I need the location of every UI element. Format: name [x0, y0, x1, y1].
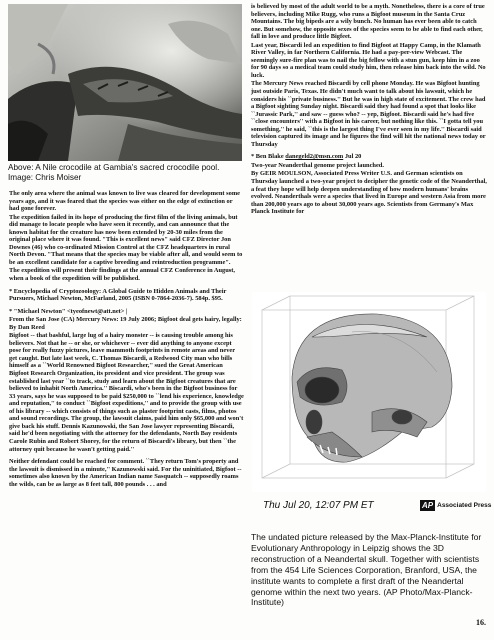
blake-name: * Ben Blake [251, 153, 286, 161]
crocodile-image-credit: Image: Chris Moiser [8, 173, 82, 182]
blake-email-link[interactable]: danegeld2@msn.com [285, 153, 344, 161]
neanderthal-article: By GEIR MOULSON, Associated Press Writer U.S. and German scientists on Thursday launched a two-year project to decipher the genetic code of the Neanderthal, a feat they hope will help deepen understanding of how modern humans' brains evolved. Neanderthals were a species that lived in Europe and western Asia from more than 200,000 years ago to about 30,000 years ago. Scientists from Germany's Max Planck Institute for [251, 170, 487, 216]
left-column-text [9, 190, 244, 488]
skull-caption: The undated picture released by the Max-Planck-Institute for Evolutionary Anthropology in Leipzig shows the 3D reconstruction of a Neandertal skull. Together with scientists from the 454 Life Sciences Corporation, Branford, USA, the institute wants to complete a first draft of the Neandertal genome within the next two years. (AP Photo/Max-Planck-Institute) [251, 532, 482, 608]
expedition-paragraph-1: The only area where the animal was known to live was cleared for development some years ago, and it was feared that the species was either on the edge of extinction or had gone forever. [9, 190, 240, 213]
crocodile-photo [8, 4, 242, 161]
right-column-text [251, 3, 487, 216]
skull-image [252, 292, 486, 492]
crocodile-caption-block [8, 163, 244, 183]
expedition-paragraph-3: The expedition will present their findings at the annual CFZ Conference in August, when a book of the expedition will be published. [9, 267, 236, 283]
expedition-paragraph-2: The expedition failed in its hope of producing the first film of the living animals, but did manage to locate people who have seen it recently, and can announce that the known habitat for the creature has now been extended by 20-30 miles from the original place where it was found. "This is excellent news" said CFZ Director Jon Downes (46) who co-ordinated Mission Control at the CFZ headquarters in rural North Devon. "That means that the species may be viable after all, and would seem to be an excellent candidate for a captive breeding and reintroduction programme". [9, 213, 243, 266]
neanderthal-headline: Two-year Neanderthal genome project launched. [251, 161, 384, 169]
bigfoot-article-paragraph-2: Neither defendant could be reached for comment. ``They return Tom's property and the lawsuit is dismissed in a minute,'' Kazunowski said. For the uninitiated, Bigfoot -- sometimes also known by the American Indian name Sasquatch -- supposedly roams the wilds, can be as large as 8 feet tall, 800 pounds . . . and [9, 458, 242, 488]
bigfoot-article-paragraph-5: The Mercury News reached Biscardi by cell phone Monday. He was Bigfoot hunting just outside Paris, Texas. He didn't much want to talk about his lawsuit, which he considers his ``private business.'' But he was in high state of excitement. The crew had a Bigfoot sighting Sunday night. Biscardi said they had found a spot that looks like ``Jurassic Park,'' and saw -- guess who? -- yep, Bigfoot. Biscardi said he's had five ``close encounters'' with a Bigfoot in his career, but nothing like this. ``I gotta tell you something,'' he said, ``this is the largest thing I've ever seen in my life.'' Biscardi said television captured its image and he figures the find will hit the national news today or Thursday [251, 80, 486, 148]
ap-logo-icon: AP [422, 501, 434, 510]
skull-reconstruction-image [252, 292, 486, 492]
skull-caption-block [251, 532, 487, 608]
encyclopedia-note: * Encyclopedia of Cryptozoology: A Global Guide to Hidden Animals and Their Pursuers, Michael Newton, McFarland, 2005 (ISBN 0-7864-2036-7). 584p. $95. [9, 287, 227, 303]
mercury-news-header: From the San Jose (CA) Mercury News: 19 July 2006; Bigfoot deal gets hairy, legally: By Dan Reed [9, 316, 242, 331]
bigfoot-article-paragraph-4: Last year, Biscardi led an expedition to find Bigfoot at Happy Camp, in the Klamath River Valley, in far Northern California. He had a pay-per-view Webcast. The seemingly sure-fire plan was to nail the big fellow with a stun gun, keep him in a zoo for 90 days so a medical team could study him, then release him back into the wild. No luck. [251, 41, 486, 79]
newton-email-line: * "Michael Newton" <tyeofnewt@att.net> | [9, 307, 128, 315]
crocodile-caption [8, 163, 244, 183]
associated-press-badge [420, 500, 491, 511]
ap-label: Associated Press [437, 502, 492, 509]
bigfoot-article-paragraph-3: is believed by most of the adult world to be a myth. Nonetheless, there is a core of true believers, including Mike Rugg, who runs a Bigfoot museum in the Santa Cruz Mountains. The big bipeds are a wily bunch. No human has ever been able to catch one. But somehow, the opposite sexes of the species seem to be able to find each other, fall in love and produce little Bigfeet. [251, 3, 485, 41]
skull-dateline: Thu Jul 20, 12:07 PM ET [263, 500, 374, 511]
crocodile-image [8, 4, 242, 161]
page-number: 16. [476, 618, 486, 627]
crocodile-caption-text: Above: A Nile crocodile at Gambia's sacred crocodile pool. [8, 163, 220, 172]
blake-date: Jul 20 [343, 153, 362, 161]
bigfoot-article-paragraph-1: Bigfoot -- that bashful, large lug of a hairy monster -- is causing trouble among his believers. Not that he -- or she, or whichever -- ever did anything to anyone except pose for really fuzzy pictures, leave mammoth footprints in remote areas and never get caught. But late last week, C. Thomas Biscardi, a Redwood City man who bills himself as a ``World Renowned Bigfoot Researcher,'' sued the Great American Bigfoot Research Organization, its president and vice president. The group was established last year ``to track, study and learn about the Bigfoot creatures that are believed to inhabit North America.'' Biscardi, who's been in the Bigfoot business for 33 years, says he was supposed to be paid $250,000 to ``lend his experience, knowledge and reputation,'' to conduct ``Bigfoot expeditions,'' and to provide the group with use of his library -- which consists of things such as plaster footprint casts, films, photos and sound recordings. The group, the lawsuit claims, paid him only $65,000 and won't give back his stuff. Dennis Kazunowski, the San Jose lawyer representing Biscardi, said he'd been negotiating with the attorney for the defendants, North Bay residents Carole Rubin and Robert Shorey, for the return of Biscardi's library, but then ``the attorney quit because he wasn't getting paid.'' [9, 332, 244, 453]
blake-email-line [251, 153, 487, 161]
